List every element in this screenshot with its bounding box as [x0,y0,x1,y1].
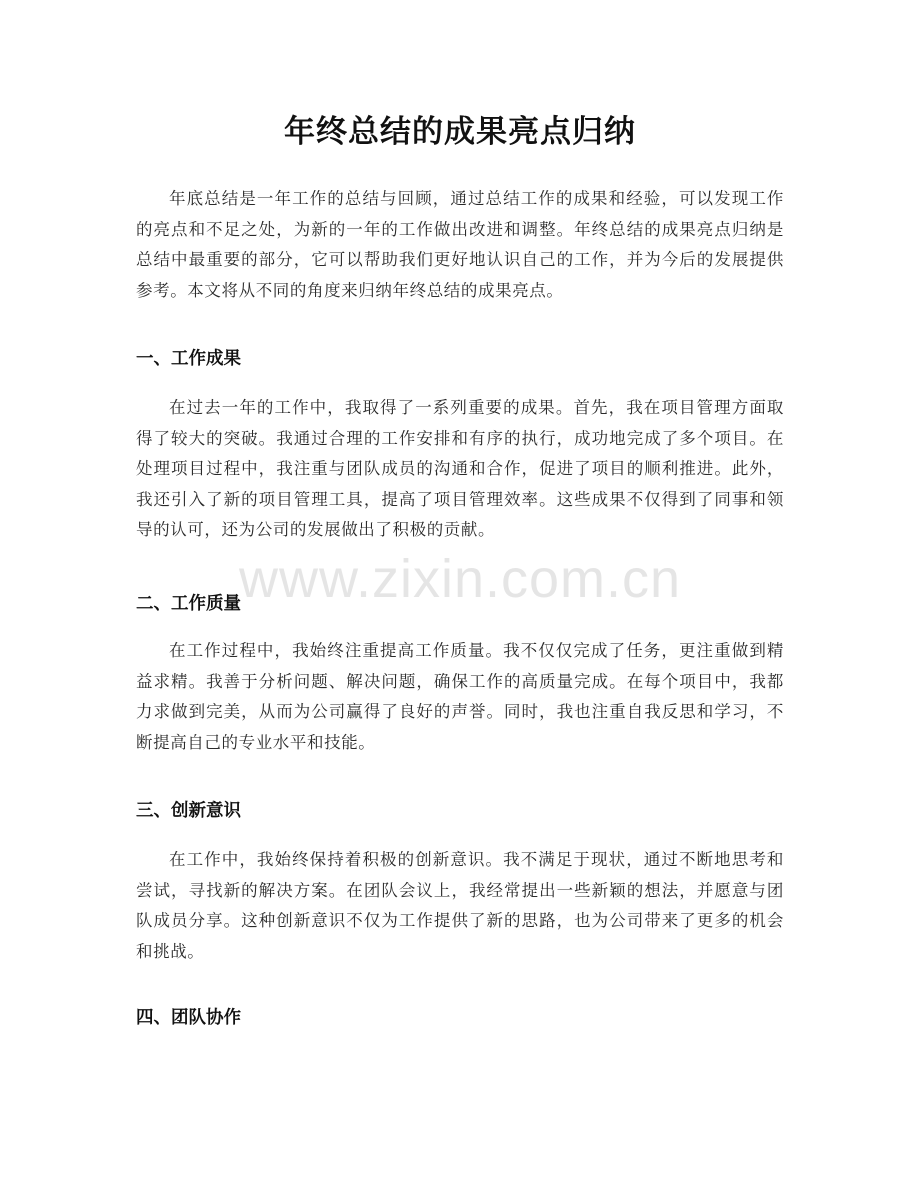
section-body-innovation: 在工作中，我始终保持着积极的创新意识。我不满足于现状，通过不断地思考和尝试，寻找新的解决方案。在团队会议上，我经常提出一些新颖的想法，并愿意与团队成员分享。这种创新意识不仅为工作提供了新的思路，也为公司带来了更多的机会和挑战。 [136,850,784,961]
site-watermark: www.zixin.com.cn [238,549,682,609]
section-heading-work-results: 一、工作成果 [136,349,241,369]
section-heading-teamwork: 四、团队协作 [136,1008,241,1028]
section-heading-innovation: 三、创新意识 [136,801,241,821]
section-body-work-results: 在过去一年的工作中，我取得了一系列重要的成果。首先，我在项目管理方面取得了较大的突破。我通过合理的工作安排和有序的执行，成功地完成了多个项目。在处理项目过程中，我注重与团队成员的沟通和合作，促进了项目的顺利推进。此外，我还引入了新的项目管理工具，提高了项目管理效率。这些成果不仅得到了同事和领导的认可，还为公司的发展做出了积极的贡献。 [136,398,784,539]
section-heading-work-quality: 二、工作质量 [136,594,241,614]
section-body-work-quality: 在工作过程中，我始终注重提高工作质量。我不仅仅完成了任务，更注重做到精益求精。我善于分析问题、解决问题，确保工作的高质量完成。在每个项目中，我都力求做到完美，从而为公司赢得了良好的声誉。同时，我也注重自我反思和学习，不断提高自己的专业水平和技能。 [136,641,784,752]
intro-paragraph: 年底总结是一年工作的总结与回顾，通过总结工作的成果和经验，可以发现工作的亮点和不足之处，为新的一年的工作做出改进和调整。年终总结的成果亮点归纳是总结中最重要的部分，它可以帮助我们更好地认识自己的工作，并为今后的发展提供参考。本文将从不同的角度来归纳年终总结的成果亮点。 [136,189,784,300]
document-title: 年终总结的成果亮点归纳 [284,114,636,150]
